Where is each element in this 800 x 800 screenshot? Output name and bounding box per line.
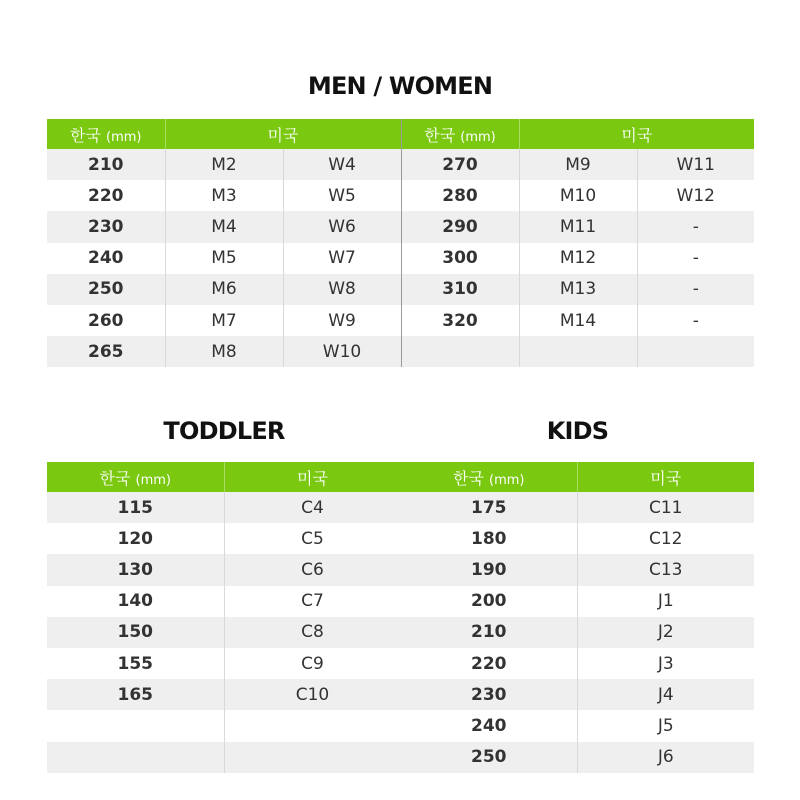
men-women-title: MEN / WOMEN	[307, 72, 493, 100]
us-women-size-cell	[637, 336, 754, 367]
us-women-size-cell: W12	[637, 180, 754, 211]
korea-size-cell: 280	[401, 180, 519, 211]
us-men-size-cell: M5	[165, 243, 283, 274]
table-row	[401, 554, 754, 585]
us-women-size-cell: W7	[283, 243, 401, 274]
us-men-size-cell: M13	[519, 274, 637, 305]
us-size-cell: J3	[577, 648, 754, 679]
us-women-size-cell: W8	[283, 274, 401, 305]
header-us: 미국	[519, 119, 754, 149]
korea-size-cell: 130	[47, 554, 224, 585]
us-women-size-cell: W4	[283, 149, 401, 180]
header-korea: 한국 (mm)	[401, 119, 519, 149]
us-women-size-cell: -	[637, 211, 754, 242]
us-men-size-cell: M3	[165, 180, 283, 211]
korea-size-cell: 175	[401, 492, 577, 523]
korea-size-cell: 115	[47, 492, 224, 523]
table-row	[47, 648, 401, 679]
us-size-cell: C8	[224, 617, 401, 648]
table-row	[47, 243, 754, 274]
us-size-cell	[224, 742, 401, 773]
table-header-row	[47, 462, 401, 492]
us-size-cell: C9	[224, 648, 401, 679]
korea-size-cell	[47, 710, 224, 741]
korea-size-cell: 220	[401, 648, 577, 679]
korea-size-cell: 240	[47, 243, 165, 274]
table-row	[47, 336, 754, 367]
korea-size-cell: 270	[401, 149, 519, 180]
korea-size-cell: 155	[47, 648, 224, 679]
us-men-size-cell: M9	[519, 149, 637, 180]
table-row	[401, 679, 754, 710]
us-size-cell: C6	[224, 554, 401, 585]
table-row	[47, 742, 401, 773]
kids-title: KIDS	[546, 417, 609, 445]
table-row	[47, 211, 754, 242]
table-row	[47, 492, 401, 523]
us-size-cell: J1	[577, 586, 754, 617]
header-us: 미국	[224, 462, 401, 492]
us-size-cell: J6	[577, 742, 754, 773]
us-size-cell: C7	[224, 586, 401, 617]
table-header-row	[47, 119, 754, 149]
us-size-cell: C11	[577, 492, 754, 523]
us-size-cell: J5	[577, 710, 754, 741]
us-men-size-cell: M11	[519, 211, 637, 242]
korea-size-cell: 190	[401, 554, 577, 585]
us-women-size-cell: -	[637, 243, 754, 274]
korea-size-cell: 260	[47, 305, 165, 336]
us-men-size-cell: M2	[165, 149, 283, 180]
korea-size-cell: 210	[47, 149, 165, 180]
us-women-size-cell: -	[637, 305, 754, 336]
table-row	[401, 523, 754, 554]
table-row	[401, 617, 754, 648]
korea-size-cell: 250	[47, 274, 165, 305]
us-size-cell: C12	[577, 523, 754, 554]
korea-size-cell: 265	[47, 336, 165, 367]
header-korea: 한국 (mm)	[47, 462, 224, 492]
table-row	[47, 180, 754, 211]
korea-size-cell	[401, 336, 519, 367]
table-row	[47, 617, 401, 648]
us-women-size-cell: W5	[283, 180, 401, 211]
table-row	[401, 710, 754, 741]
us-men-size-cell: M14	[519, 305, 637, 336]
us-men-size-cell: M7	[165, 305, 283, 336]
korea-size-cell: 200	[401, 586, 577, 617]
men-women-size-table	[47, 119, 754, 367]
korea-size-cell: 230	[401, 679, 577, 710]
us-size-cell: J4	[577, 679, 754, 710]
korea-size-cell: 320	[401, 305, 519, 336]
us-size-cell: C4	[224, 492, 401, 523]
table-row	[401, 742, 754, 773]
us-men-size-cell	[519, 336, 637, 367]
us-size-cell: C5	[224, 523, 401, 554]
korea-size-cell: 210	[401, 617, 577, 648]
us-size-cell	[224, 710, 401, 741]
table-row	[47, 554, 401, 585]
header-us: 미국	[577, 462, 754, 492]
us-size-cell: J2	[577, 617, 754, 648]
korea-size-cell: 220	[47, 180, 165, 211]
us-men-size-cell: M6	[165, 274, 283, 305]
korea-size-cell: 300	[401, 243, 519, 274]
korea-size-cell: 290	[401, 211, 519, 242]
kids-size-table	[401, 462, 754, 773]
us-men-size-cell: M12	[519, 243, 637, 274]
header-us: 미국	[165, 119, 401, 149]
table-row	[47, 305, 754, 336]
us-men-size-cell: M4	[165, 211, 283, 242]
korea-size-cell: 180	[401, 523, 577, 554]
korea-size-cell: 140	[47, 586, 224, 617]
table-row	[47, 679, 401, 710]
us-size-cell: C10	[224, 679, 401, 710]
korea-size-cell: 310	[401, 274, 519, 305]
table-row	[47, 586, 401, 617]
table-header-row	[401, 462, 754, 492]
table-row	[47, 710, 401, 741]
toddler-size-table	[47, 462, 402, 773]
table-row	[401, 648, 754, 679]
us-men-size-cell: M8	[165, 336, 283, 367]
us-women-size-cell: W9	[283, 305, 401, 336]
table-row	[47, 274, 754, 305]
us-women-size-cell: W11	[637, 149, 754, 180]
toddler-title: TODDLER	[163, 417, 285, 445]
korea-size-cell	[47, 742, 224, 773]
header-korea: 한국 (mm)	[47, 119, 165, 149]
header-korea: 한국 (mm)	[401, 462, 577, 492]
us-men-size-cell: M10	[519, 180, 637, 211]
us-women-size-cell: W10	[283, 336, 401, 367]
us-women-size-cell: -	[637, 274, 754, 305]
us-women-size-cell: W6	[283, 211, 401, 242]
table-row	[401, 492, 754, 523]
table-row	[47, 523, 401, 554]
us-size-cell: C13	[577, 554, 754, 585]
table-row	[47, 149, 754, 180]
korea-size-cell: 240	[401, 710, 577, 741]
korea-size-cell: 250	[401, 742, 577, 773]
korea-size-cell: 120	[47, 523, 224, 554]
korea-size-cell: 230	[47, 211, 165, 242]
korea-size-cell: 165	[47, 679, 224, 710]
korea-size-cell: 150	[47, 617, 224, 648]
table-row	[401, 586, 754, 617]
